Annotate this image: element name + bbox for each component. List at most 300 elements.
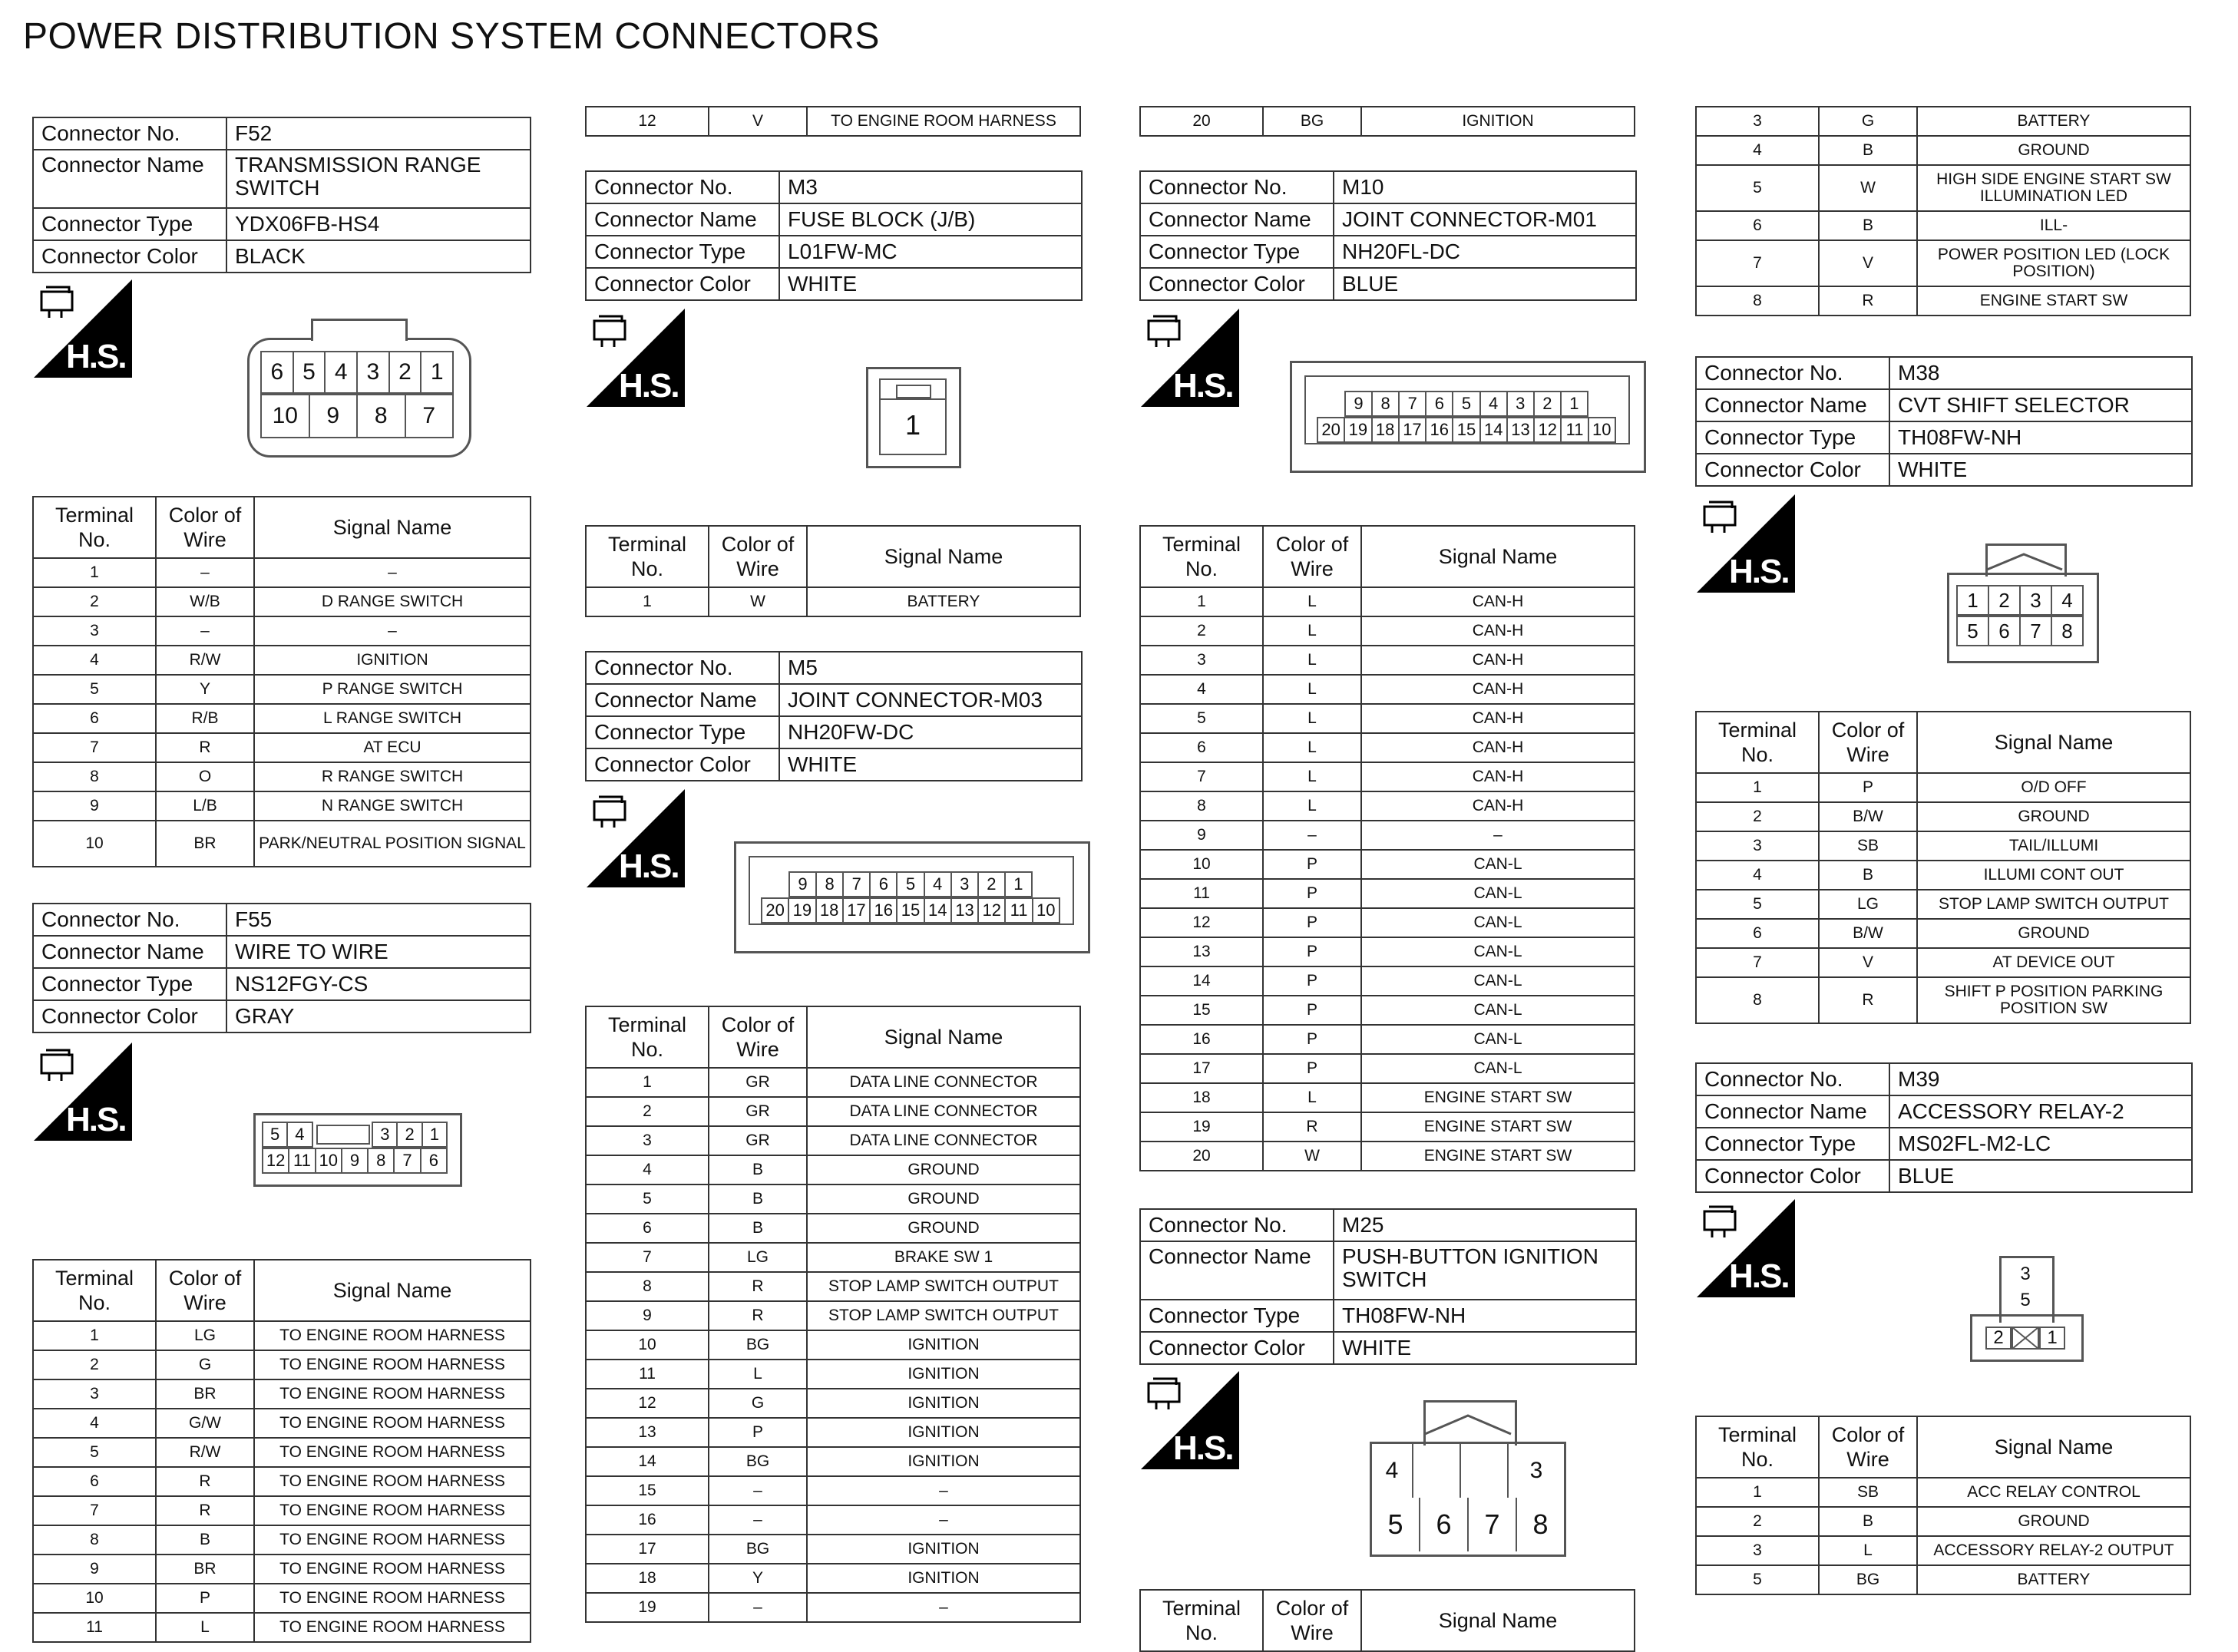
- table-row: [1696, 948, 2190, 977]
- terminal-no: 9: [33, 791, 156, 821]
- connector-info-f52: [32, 117, 531, 273]
- hs-label: H.S.: [1173, 1429, 1233, 1467]
- pin-6: 6: [1419, 1498, 1467, 1551]
- signal-name: AT ECU: [254, 733, 531, 762]
- pin-6: 6: [869, 871, 898, 897]
- signal-name: CAN-L: [1361, 879, 1635, 908]
- signal-name: IGNITION: [807, 1564, 1080, 1593]
- signal-name: STOP LAMP SWITCH OUTPUT: [807, 1301, 1080, 1330]
- table-row: [586, 1214, 1080, 1243]
- pin-3: 3: [2020, 1264, 2031, 1284]
- table-row: [1696, 165, 2190, 211]
- terminal-no: 17: [586, 1535, 709, 1564]
- table-row: [586, 1593, 1080, 1622]
- terminal-no: 19: [1140, 1112, 1263, 1142]
- signal-name: DATA LINE CONNECTOR: [807, 1068, 1080, 1097]
- table-row: [586, 1535, 1080, 1564]
- wire-color: SB: [1819, 831, 1917, 861]
- signal-name: IGNITION: [254, 646, 531, 675]
- wire-color: GR: [709, 1068, 807, 1097]
- pin-1: 1: [904, 409, 921, 441]
- label: Connector No.: [586, 171, 779, 203]
- connector-info-m38: [1695, 356, 2193, 487]
- wire-color: R: [709, 1301, 807, 1330]
- connector-no: M5: [779, 652, 1082, 684]
- wire-color: –: [156, 616, 254, 646]
- connector-face-m39: [1970, 1256, 2085, 1359]
- header-color-of-wire: Color of Wire: [156, 497, 254, 558]
- wire-color: V: [1819, 240, 1917, 286]
- signal-name: GROUND: [1917, 919, 2190, 948]
- latch-icon: [1423, 1400, 1516, 1446]
- pin-8: 8: [1371, 391, 1400, 417]
- wire-color: BG: [1819, 1565, 1917, 1594]
- connector-face-m25: [1370, 1400, 1566, 1557]
- wire-color: R: [1263, 1112, 1361, 1142]
- wire-color: G: [709, 1389, 807, 1418]
- terminal-no: 8: [1696, 977, 1819, 1023]
- pin-4: 4: [924, 871, 952, 897]
- hs-label: H.S.: [66, 338, 126, 375]
- signal-name: R RANGE SWITCH: [254, 762, 531, 791]
- table-row: [33, 821, 531, 867]
- label: Connector Type: [1696, 421, 1889, 454]
- pin-18: 18: [815, 897, 844, 923]
- label: Connector No.: [1696, 1063, 1889, 1095]
- header-signal-name: Signal Name: [807, 1006, 1080, 1068]
- signal-name: CAN-L: [1361, 850, 1635, 879]
- table-row: [586, 1272, 1080, 1301]
- table-row: [33, 1613, 531, 1642]
- wire-color: W: [1819, 165, 1917, 211]
- table-row: [33, 558, 531, 587]
- terminal-no: 2: [586, 1097, 709, 1126]
- terminal-no: 4: [1140, 675, 1263, 704]
- table-header: [1140, 1590, 1635, 1651]
- terminal-no: 5: [1696, 890, 1819, 919]
- connector-face-f52: [247, 338, 471, 458]
- terminal-no: 16: [1140, 1025, 1263, 1054]
- signal-name: TO ENGINE ROOM HARNESS: [254, 1438, 531, 1467]
- pin-17: 17: [842, 897, 871, 923]
- terminal-no: 7: [1140, 762, 1263, 791]
- table-header: [1140, 526, 1635, 587]
- wire-color: B: [1819, 136, 1917, 165]
- terminal-no: 6: [1696, 919, 1819, 948]
- header-terminal: Terminal No.: [1140, 526, 1263, 587]
- label: Connector Color: [1696, 1160, 1889, 1192]
- table-row: [1140, 879, 1635, 908]
- pin-2: 2: [1533, 391, 1562, 417]
- signal-name: ENGINE START SW: [1361, 1142, 1635, 1171]
- signal-name: –: [807, 1593, 1080, 1622]
- signal-name: CAN-L: [1361, 937, 1635, 966]
- terminal-no: 5: [1140, 704, 1263, 733]
- wire-color: V: [709, 107, 807, 136]
- pin-5: 5: [262, 1122, 288, 1148]
- table-row: [586, 1389, 1080, 1418]
- wire-color: L: [709, 1360, 807, 1389]
- connector-face-f55: [253, 1113, 462, 1187]
- connector-name: ACCESSORY RELAY-2: [1889, 1095, 2192, 1128]
- pin-8: 8: [1516, 1498, 1564, 1551]
- wire-color: B: [1819, 861, 1917, 890]
- terminal-table-m39: [1695, 1416, 2191, 1595]
- label: Connector Type: [1140, 1300, 1334, 1332]
- harness-side-icon: [1697, 1199, 1795, 1297]
- signal-name: TO ENGINE ROOM HARNESS: [254, 1379, 531, 1409]
- wire-color: R/W: [156, 646, 254, 675]
- terminal-no: 20: [1140, 107, 1263, 136]
- terminal-no: 5: [33, 675, 156, 704]
- terminal-no: 4: [33, 1409, 156, 1438]
- table-row: [33, 587, 531, 616]
- wire-color: B/W: [1819, 802, 1917, 831]
- pin-1: 1: [420, 351, 454, 394]
- connector-face-m5: [734, 841, 1090, 953]
- signal-name: ILL-: [1917, 211, 2190, 240]
- pin-3: 3: [1529, 1458, 1543, 1483]
- wire-color: B: [709, 1214, 807, 1243]
- table-row: [1696, 1536, 2190, 1565]
- connector-no: F55: [226, 904, 531, 936]
- table-row: [33, 1555, 531, 1584]
- table-row: [33, 704, 531, 733]
- table-row: [1696, 890, 2190, 919]
- pin-14: 14: [924, 897, 952, 923]
- wire-color: B/W: [1819, 919, 1917, 948]
- terminal-no: 12: [586, 107, 709, 136]
- pin-4: 4: [286, 1122, 312, 1148]
- wire-color: –: [1263, 821, 1361, 850]
- terminal-no: 13: [586, 1418, 709, 1447]
- table-row: [1140, 1083, 1635, 1112]
- pin-6: 6: [420, 1148, 448, 1174]
- wire-color: P: [1263, 879, 1361, 908]
- connector-no: M3: [779, 171, 1082, 203]
- pin-1: 1: [1560, 391, 1588, 417]
- pin-5: 5: [896, 871, 924, 897]
- terminal-no: 2: [1140, 616, 1263, 646]
- table-row: [1696, 861, 2190, 890]
- table-row: [1696, 802, 2190, 831]
- table-row: [586, 1418, 1080, 1447]
- wire-color: B: [1819, 1507, 1917, 1536]
- harness-side-icon: [1697, 494, 1795, 593]
- table-row: [586, 1476, 1080, 1505]
- connector-color: BLUE: [1334, 268, 1636, 300]
- signal-name: –: [254, 558, 531, 587]
- header-color-of-wire: Color of Wire: [709, 1006, 807, 1068]
- header-terminal: Terminal No.: [586, 1006, 709, 1068]
- connector-glyph-icon: [1145, 1376, 1195, 1418]
- table-row: [1140, 1054, 1635, 1083]
- table-row: [586, 1068, 1080, 1097]
- connector-name: PUSH-BUTTON IGNITION SWITCH: [1334, 1241, 1636, 1300]
- pin-5: 5: [293, 351, 326, 394]
- connector-info-m25: [1139, 1208, 1637, 1365]
- table-row: [33, 1584, 531, 1613]
- header-terminal: Terminal No.: [33, 497, 156, 558]
- pin-9: 9: [1344, 391, 1373, 417]
- connector-face-m10: [1290, 361, 1646, 473]
- terminal-table-f55-continued: [585, 106, 1081, 137]
- label: Connector No.: [1140, 1209, 1334, 1241]
- header-signal-name: Signal Name: [254, 1260, 531, 1321]
- pin-5: 5: [1956, 616, 1989, 646]
- table-row: [1696, 977, 2190, 1023]
- wire-color: P: [1263, 996, 1361, 1025]
- signal-name: CAN-H: [1361, 791, 1635, 821]
- pin-7: 7: [842, 871, 871, 897]
- pin-20: 20: [761, 897, 789, 923]
- signal-name: TO ENGINE ROOM HARNESS: [254, 1321, 531, 1350]
- connector-info-m39: [1695, 1062, 2193, 1193]
- table-row: [586, 107, 1080, 136]
- signal-name: TO ENGINE ROOM HARNESS: [254, 1467, 531, 1496]
- label: Connector Color: [1140, 268, 1334, 300]
- signal-name: TO ENGINE ROOM HARNESS: [254, 1409, 531, 1438]
- signal-name: CAN-L: [1361, 908, 1635, 937]
- wire-color: B: [156, 1525, 254, 1555]
- terminal-no: 1: [33, 558, 156, 587]
- label: Connector No.: [586, 652, 779, 684]
- signal-name: ACCESSORY RELAY-2 OUTPUT: [1917, 1536, 2190, 1565]
- connector-name: CVT SHIFT SELECTOR: [1889, 389, 2192, 421]
- connector-info-f55: [32, 903, 531, 1033]
- signal-name: TO ENGINE ROOM HARNESS: [254, 1613, 531, 1642]
- connector-color: WHITE: [779, 748, 1082, 781]
- table-row: [1140, 821, 1635, 850]
- terminal-no: 3: [586, 1126, 709, 1155]
- signal-name: IGNITION: [807, 1447, 1080, 1476]
- signal-name: D RANGE SWITCH: [254, 587, 531, 616]
- table-row: [1140, 791, 1635, 821]
- pin-15: 15: [1452, 417, 1480, 443]
- connector-no: M39: [1889, 1063, 2192, 1095]
- terminal-no: 9: [33, 1555, 156, 1584]
- signal-name: IGNITION: [1361, 107, 1635, 136]
- pin-2: 2: [388, 351, 422, 394]
- wire-color: P: [1263, 966, 1361, 996]
- pin-13: 13: [950, 897, 979, 923]
- connector-color: WHITE: [779, 268, 1082, 300]
- page-title: POWER DISTRIBUTION SYSTEM CONNECTORS: [23, 16, 880, 57]
- terminal-no: 11: [586, 1360, 709, 1389]
- terminal-table-m25: [1139, 1589, 1635, 1652]
- pin-7: 7: [1398, 391, 1426, 417]
- hs-label: H.S.: [619, 367, 679, 405]
- connector-face-m3: [866, 367, 961, 468]
- header-signal-name: Signal Name: [1361, 526, 1635, 587]
- table-row: [1140, 966, 1635, 996]
- signal-name: BATTERY: [1917, 1565, 2190, 1594]
- table-row: [33, 1467, 531, 1496]
- wire-color: L: [1263, 704, 1361, 733]
- table-row: [1696, 211, 2190, 240]
- terminal-table-f52: [32, 496, 531, 867]
- label: Connector Name: [586, 203, 779, 236]
- signal-name: STOP LAMP SWITCH OUTPUT: [1917, 890, 2190, 919]
- signal-name: CAN-L: [1361, 1054, 1635, 1083]
- signal-name: TO ENGINE ROOM HARNESS: [254, 1496, 531, 1525]
- table-row: [586, 1097, 1080, 1126]
- connector-glyph-icon: [38, 284, 88, 326]
- terminal-no: 7: [1696, 948, 1819, 977]
- wire-color: BG: [709, 1535, 807, 1564]
- wire-color: P: [1263, 850, 1361, 879]
- table-row: [1140, 937, 1635, 966]
- pin-2: 2: [1985, 1327, 2012, 1350]
- wire-color: GR: [709, 1097, 807, 1126]
- signal-name: GROUND: [807, 1214, 1080, 1243]
- terminal-no: 1: [33, 1321, 156, 1350]
- table-row: [586, 587, 1080, 616]
- wire-color: W: [709, 587, 807, 616]
- pin-3: 3: [356, 351, 390, 394]
- signal-name: N RANGE SWITCH: [254, 791, 531, 821]
- header-terminal: Terminal No.: [1140, 1590, 1263, 1651]
- pin-3: 3: [2019, 585, 2052, 616]
- connector-glyph-icon: [1701, 1204, 1750, 1246]
- signal-name: –: [807, 1476, 1080, 1505]
- terminal-table-f55: [32, 1259, 531, 1643]
- table-row: [586, 1155, 1080, 1184]
- wire-color: L: [1263, 587, 1361, 616]
- connector-type: YDX06FB-HS4: [226, 208, 531, 240]
- header-signal-name: Signal Name: [1917, 712, 2190, 773]
- label: Connector Name: [33, 936, 226, 968]
- terminal-no: 10: [33, 821, 156, 867]
- terminal-no: 2: [1696, 802, 1819, 831]
- connector-color: BLUE: [1889, 1160, 2192, 1192]
- signal-name: STOP LAMP SWITCH OUTPUT: [807, 1272, 1080, 1301]
- table-row: [1696, 773, 2190, 802]
- terminal-no: 12: [586, 1389, 709, 1418]
- pin-7: 7: [405, 394, 455, 438]
- wire-color: B: [709, 1184, 807, 1214]
- terminal-no: 5: [586, 1184, 709, 1214]
- wire-color: B: [1819, 211, 1917, 240]
- table-row: [586, 1243, 1080, 1272]
- pin-10: 10: [1588, 417, 1616, 443]
- signal-name: IGNITION: [807, 1418, 1080, 1447]
- pin-15: 15: [896, 897, 924, 923]
- pin-12: 12: [262, 1148, 289, 1174]
- header-signal-name: Signal Name: [1361, 1590, 1635, 1651]
- table-row: [1696, 136, 2190, 165]
- wire-color: L: [1263, 762, 1361, 791]
- table-row: [1140, 762, 1635, 791]
- wire-color: BG: [1263, 107, 1361, 136]
- wire-color: R: [1819, 286, 1917, 316]
- terminal-table-m5-continued: [1139, 106, 1635, 137]
- table-row: [1696, 286, 2190, 316]
- wire-color: G/W: [156, 1409, 254, 1438]
- table-row: [1696, 919, 2190, 948]
- terminal-no: 4: [1696, 136, 1819, 165]
- pin-2: 2: [1988, 585, 2021, 616]
- table-row: [33, 1321, 531, 1350]
- signal-name: DATA LINE CONNECTOR: [807, 1126, 1080, 1155]
- header-signal-name: Signal Name: [807, 526, 1080, 587]
- connector-name: TRANSMISSION RANGE SWITCH: [226, 150, 531, 208]
- pin-1: 1: [421, 1122, 448, 1148]
- signal-name: PARK/NEUTRAL POSITION SIGNAL: [254, 821, 531, 867]
- wire-color: W/B: [156, 587, 254, 616]
- pin-6: 6: [1988, 616, 2021, 646]
- terminal-no: 7: [33, 1496, 156, 1525]
- pin-12: 12: [977, 897, 1006, 923]
- terminal-no: 4: [1696, 861, 1819, 890]
- terminal-no: 5: [33, 1438, 156, 1467]
- connector-type: NH20FW-DC: [779, 716, 1082, 748]
- pin-11: 11: [288, 1148, 316, 1174]
- table-row: [1696, 1478, 2190, 1507]
- terminal-no: 6: [33, 704, 156, 733]
- connector-info-m10: [1139, 170, 1637, 301]
- connector-type: NH20FL-DC: [1334, 236, 1636, 268]
- pin-4: 4: [1479, 391, 1508, 417]
- wire-color: –: [709, 1593, 807, 1622]
- wire-color: P: [1263, 908, 1361, 937]
- wire-color: Y: [709, 1564, 807, 1593]
- wire-color: SB: [1819, 1478, 1917, 1507]
- wire-color: R: [156, 1496, 254, 1525]
- label: Connector No.: [1696, 357, 1889, 389]
- pin-3: 3: [1506, 391, 1535, 417]
- connector-color: BLACK: [226, 240, 531, 273]
- harness-side-icon: [34, 1042, 132, 1141]
- pin-5: 5: [1387, 1508, 1403, 1540]
- terminal-no: 17: [1140, 1054, 1263, 1083]
- pin-14: 14: [1479, 417, 1508, 443]
- label: Connector Type: [1696, 1128, 1889, 1160]
- label: Connector Name: [1140, 203, 1334, 236]
- signal-name: TAIL/ILLUMI: [1917, 831, 2190, 861]
- table-row: [1696, 831, 2190, 861]
- table-row: [1696, 1565, 2190, 1594]
- terminal-no: 8: [33, 762, 156, 791]
- table-header: [586, 1006, 1080, 1068]
- signal-name: GROUND: [807, 1184, 1080, 1214]
- signal-name: GROUND: [1917, 802, 2190, 831]
- wire-color: BR: [156, 1379, 254, 1409]
- wire-color: L: [1263, 791, 1361, 821]
- label: Connector Color: [33, 240, 226, 273]
- wire-color: L/B: [156, 791, 254, 821]
- terminal-no: 8: [1140, 791, 1263, 821]
- connector-glyph-icon: [591, 313, 640, 355]
- wire-color: R/W: [156, 1438, 254, 1467]
- signal-name: ENGINE START SW: [1917, 286, 2190, 316]
- table-row: [33, 1525, 531, 1555]
- signal-name: CAN-H: [1361, 762, 1635, 791]
- signal-name: CAN-L: [1361, 1025, 1635, 1054]
- table-header: [1696, 1416, 2190, 1478]
- header-signal-name: Signal Name: [254, 497, 531, 558]
- table-row: [33, 1350, 531, 1379]
- table-row: [33, 791, 531, 821]
- label: Connector No.: [33, 904, 226, 936]
- header-signal-name: Signal Name: [1917, 1416, 2190, 1478]
- header-color-of-wire: Color of Wire: [1263, 1590, 1361, 1651]
- connector-glyph-icon: [591, 794, 640, 836]
- signal-name: ENGINE START SW: [1361, 1112, 1635, 1142]
- pin-8: 8: [2051, 616, 2084, 646]
- terminal-no: 6: [33, 1467, 156, 1496]
- table-row: [33, 616, 531, 646]
